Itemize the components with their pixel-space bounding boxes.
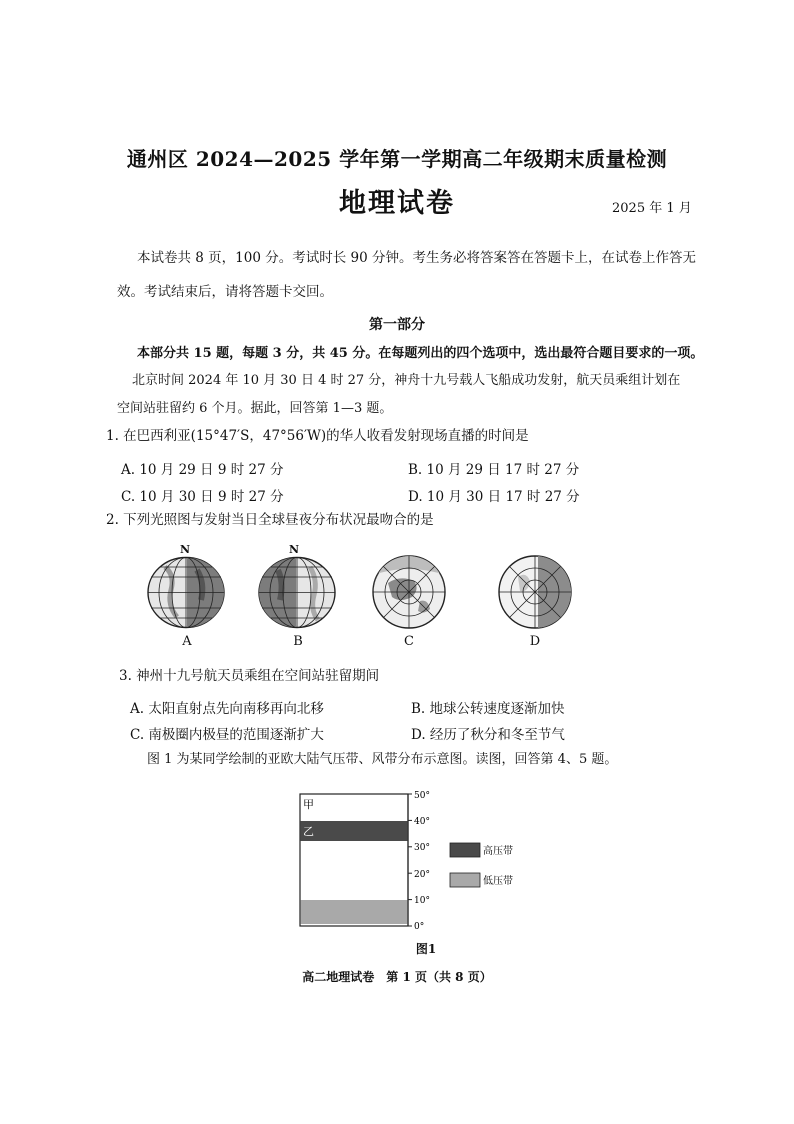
q1-option-d[interactable]: D. 10 月 30 日 17 时 27 分 xyxy=(408,489,580,505)
instructions-line-2: 效。考试结束后，请将答题卡交回。 xyxy=(117,284,333,300)
lat-tick-50: 50° xyxy=(414,791,430,801)
figure1-caption: 图1 xyxy=(415,942,437,956)
globe-a-figure[interactable] xyxy=(145,555,227,630)
q1-option-c[interactable]: C. 10 月 30 日 9 时 27 分 xyxy=(121,489,284,505)
lat-tick-20: 20° xyxy=(414,870,430,880)
globe-c-label: C xyxy=(404,634,414,649)
globe-a-label: A xyxy=(182,634,192,649)
globe-a-north-label: N xyxy=(179,543,191,556)
legend-high-label: 高压带 xyxy=(483,846,513,857)
lat-tick-10: 10° xyxy=(414,896,430,906)
figure-intro: 图 1 为某同学绘制的亚欧大陆气压带、风带分布示意图。读图，回答第 4、5 题。 xyxy=(147,752,618,767)
label-yi: 乙 xyxy=(303,825,314,838)
page-footer: 高二地理试卷 第 1 页（共 8 页） xyxy=(302,970,492,984)
part1-heading: 第一部分 xyxy=(369,317,425,333)
instructions-line-1: 本试卷共 8 页，100 分。考试时长 90 分钟。考生务必将答案答在答题卡上，在试卷上作答无 xyxy=(137,250,696,266)
figure1-diagram xyxy=(290,788,530,938)
q3-stem: 3. 神州十九号航天员乘组在空间站驻留期间 xyxy=(119,668,380,684)
globe-d-label: D xyxy=(529,634,541,649)
globe-c-figure[interactable] xyxy=(370,553,448,631)
legend-low-swatch xyxy=(450,873,480,887)
low-pressure-belt xyxy=(301,900,408,924)
lat-tick-30: 30° xyxy=(414,843,430,853)
q3-option-d[interactable]: D. 经历了秋分和冬至节气 xyxy=(411,727,565,743)
globe-b-label: B xyxy=(293,634,303,649)
q3-option-c[interactable]: C. 南极圈内极昼的范围逐渐扩大 xyxy=(130,727,324,743)
q3-option-b[interactable]: B. 地球公转速度逐渐加快 xyxy=(411,701,565,717)
q2-stem: 2. 下列光照图与发射当日全球昼夜分布状况最吻合的是 xyxy=(106,512,434,528)
exam-date: 2025 年 1 月 xyxy=(612,201,692,216)
q1-option-b[interactable]: B. 10 月 29 日 17 时 27 分 xyxy=(408,462,580,478)
globe-d-figure[interactable] xyxy=(496,553,574,631)
legend-high-swatch xyxy=(450,843,480,857)
globe-b-figure[interactable] xyxy=(256,555,338,630)
legend-low-label: 低压带 xyxy=(483,876,513,887)
exam-subtitle: 地理试卷 xyxy=(339,188,455,219)
context-line-1: 北京时间 2024 年 10 月 30 日 4 时 27 分，神舟十九号载人飞船成功发射，航天员乘组计划在 xyxy=(132,373,681,388)
globe-b-north-label: N xyxy=(288,543,300,556)
q1-option-a[interactable]: A. 10 月 29 日 9 时 27 分 xyxy=(121,462,284,478)
q1-stem: 1. 在巴西利亚(15°47′S，47°56′W)的华人收看发射现场直播的时间是 xyxy=(106,428,529,444)
part1-intro: 本部分共 15 题，每题 3 分，共 45 分。在每题列出的四个选项中，选出最符合题目要求的一项。 xyxy=(137,346,704,361)
lat-tick-0: 0° xyxy=(414,922,425,932)
exam-title: 通州区 2024—2025 学年第一学期高二年级期末质量检测 xyxy=(126,147,668,171)
lat-tick-40: 40° xyxy=(414,817,430,827)
label-jia: 甲 xyxy=(303,798,314,811)
q3-option-a[interactable]: A. 太阳直射点先向南移再向北移 xyxy=(130,701,324,717)
high-pressure-belt xyxy=(301,821,408,841)
context-line-2: 空间站驻留约 6 个月。据此，回答第 1—3 题。 xyxy=(117,401,393,416)
